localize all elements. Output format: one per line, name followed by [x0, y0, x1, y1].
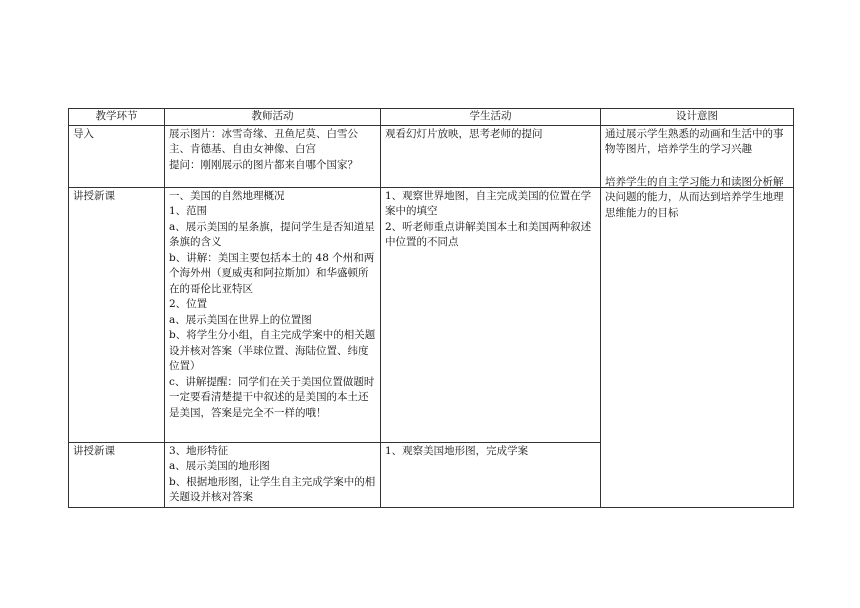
table-row — [69, 187, 794, 442]
teacher-activity-cell — [165, 125, 381, 187]
student-activity-cell — [381, 187, 601, 442]
header-teacher-activity: 教师活动 — [165, 109, 381, 126]
student-activity-cell — [381, 125, 601, 187]
teacher-activity-cell — [165, 187, 381, 442]
design-intent-text: 培养学生的自主学习能力和读图分析解决问题的能力，从而达到培养学生地理思维能力的目标 — [605, 175, 784, 219]
teacher-line: c、讲解提醒：同学们在关于美国位置做题时一定要看清楚提干中叙述的是美国的本土还是美国，答案是完全不一样的哦！ — [169, 375, 375, 419]
teacher-line: 1、范围 — [169, 205, 208, 217]
teacher-line: 2、位置 — [169, 298, 208, 310]
teacher-line: a、展示美国在世界上的位置图 — [169, 313, 312, 326]
teacher-line: a、展示美国的星条旗，提问学生是否知道星条旗的含义 — [169, 220, 375, 248]
stage-cell: 导入 — [69, 125, 165, 187]
student-line: 1、观察美国地形图，完成学案 — [385, 444, 529, 457]
teacher-line: a、展示美国的地形图 — [169, 460, 270, 472]
header-stage: 教学环节 — [69, 109, 165, 126]
teacher-line: b、讲解：美国主要包括本土的 48 个州和两个海外州（夏威夷和阿拉斯加）和华盛顿所在的哥伦比亚特区 — [169, 251, 375, 295]
student-activity-cell — [381, 442, 601, 507]
student-line: 1、观察世界地图，自主完成美国的位置在学案中的填空 — [385, 189, 592, 217]
stage-cell: 讲授新课 — [69, 187, 165, 442]
lesson-plan-table — [68, 108, 794, 508]
header-design-intent: 设计意图 — [601, 109, 794, 126]
header-student-activity: 学生活动 — [381, 109, 601, 126]
teacher-activity-cell — [165, 442, 381, 507]
teacher-line: b、将学生分小组，自主完成学案中的相关题设并核对答案（半球位置、海陆位置、纬度位置） — [169, 329, 376, 372]
teacher-line: b、根据地形图，让学生自主完成学案中的相关题设并核对答案 — [169, 475, 376, 503]
stage-cell: 讲授新课 — [69, 442, 165, 507]
header-row — [69, 109, 794, 126]
student-line: 2、听老师重点讲解美国本土和美国两种叙述中位置的不同点 — [385, 220, 592, 248]
teacher-line: 一、美国的自然地理概况 — [169, 189, 285, 202]
design-intent-cell — [601, 175, 794, 507]
teacher-line: 展示图片：冰雪奇缘、丑鱼尼莫、白雪公主、肯德基、自由女神像、白宫 — [169, 127, 358, 155]
teacher-line: 3、地形特征 — [169, 444, 229, 457]
design-intent-cell: 通过展示学生熟悉的动画和生活中的事物等图片，培养学生的学习兴趣 — [601, 125, 794, 187]
teacher-line: 提问：刚刚展示的图片都来自哪个国家？ — [169, 158, 358, 171]
student-line: 观看幻灯片放映，思考老师的提问 — [385, 127, 543, 140]
